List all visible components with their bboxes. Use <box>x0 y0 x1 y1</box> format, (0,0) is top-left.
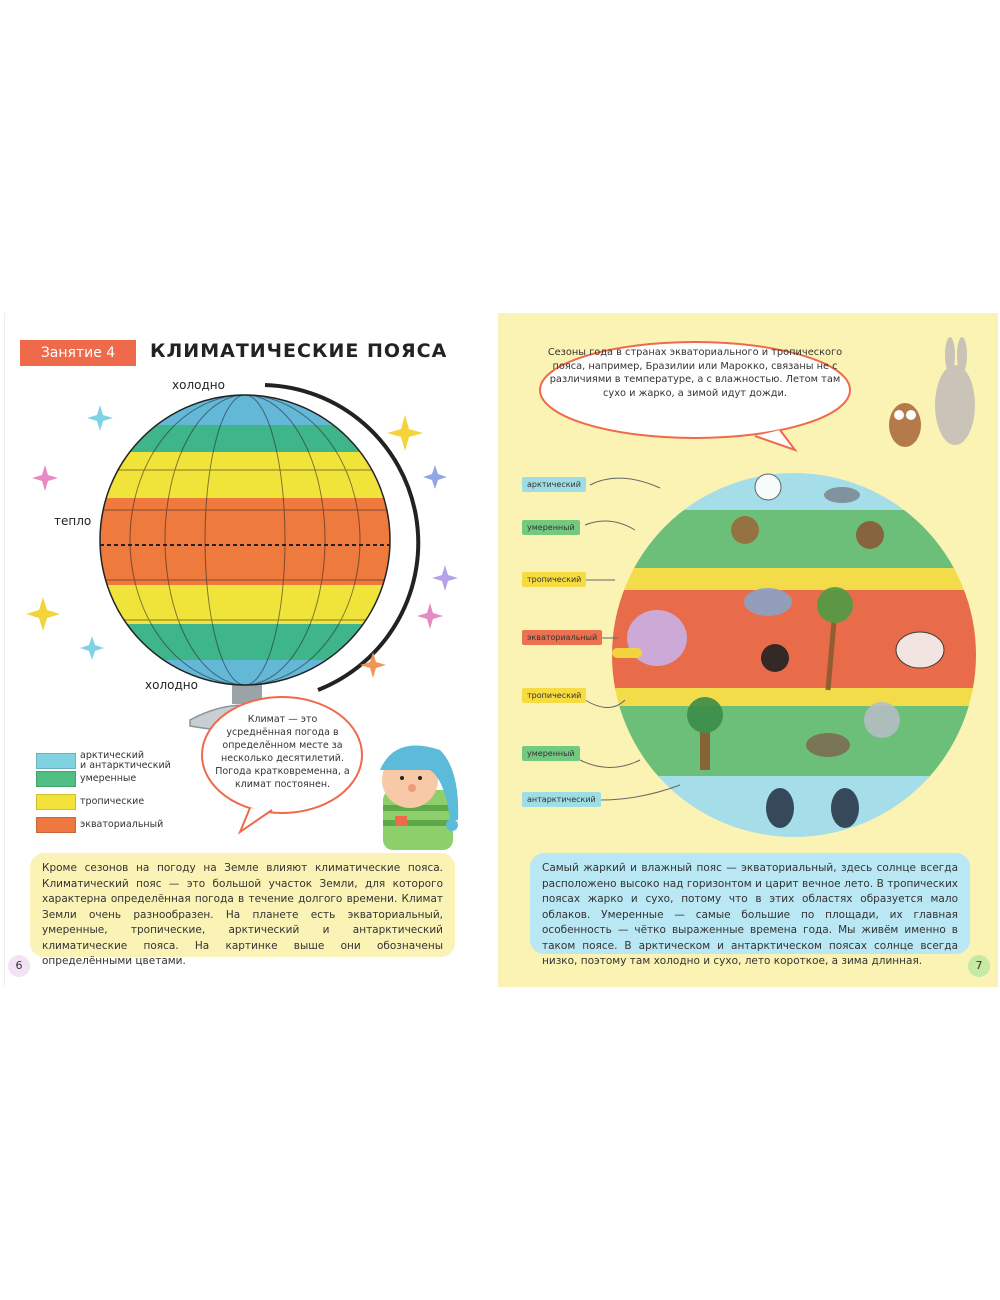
legend-label-temperate: умеренные <box>80 773 137 784</box>
zone-tag-temperate-south: умеренный <box>522 746 580 761</box>
zone-tag-arctic: арктический <box>522 477 586 492</box>
lesson-badge: Занятие 4 <box>20 340 136 366</box>
zone-tag-equatorial: экваториальный <box>522 630 602 645</box>
zone-tag-tropical-north: тропический <box>522 572 586 587</box>
globe-label-cold-bottom: холодно <box>145 678 198 692</box>
globe-label-warm: тепло <box>54 514 92 528</box>
zone-tag-tropical-south: тропический <box>522 688 586 703</box>
legend-item-arctic <box>36 752 171 770</box>
child-illustration <box>380 746 458 851</box>
legend-swatch-temperate <box>36 771 76 787</box>
legend-swatch-tropical <box>36 794 76 810</box>
legend-swatch-arctic <box>36 753 76 769</box>
page-title: КЛИМАТИЧЕСКИЕ ПОЯСА <box>150 340 448 362</box>
legend-label-tropical: тропические <box>80 796 145 807</box>
globe-bands <box>90 390 410 700</box>
legend-label-arctic-1: арктический <box>80 750 145 761</box>
legend-label-equatorial: экваториальный <box>80 819 164 830</box>
climate-bubble-text: Климат — это усреднённая погода в определённом месте за несколько десятилетий. Погода кратковременна, а климат постоянен. <box>215 714 350 790</box>
right-body-text: Самый жаркий и влажный пояс — экваториальный, здесь солнце всегда расположено высоко над горизонтом и царит вечное лето. В тропических поясах жарко и сухо, потому что в этих областях образуется мало облаков. Умеренные — самые большие по площади, их главная особенность — чётко выраженные времена года. Мы живём именно в таком поясе. В арктическом и антарктическом поясах солнце всегда низко, поэтому там холодно и сухо, лето короткое, а зима длинная. <box>530 853 970 954</box>
legend-item-equatorial <box>36 816 163 834</box>
zone-tag-antarctic: антарктический <box>522 792 601 807</box>
legend-label-arctic-2: и антарктический <box>80 760 171 771</box>
legend-item-tropical <box>36 793 144 811</box>
legend-swatch-equatorial <box>36 817 76 833</box>
page-number-right: 7 <box>968 955 990 977</box>
zone-tag-temperate-north: умеренный <box>522 520 580 535</box>
seasons-speech-text: Сезоны года в странах экваториального и тропического пояса, например, Бразилии или Марокко, связаны не с различиями в температуре, а с влажностью. Летом там сухо и жарко, а зимой идут дожди. <box>547 347 843 399</box>
page-number-left: 6 <box>8 955 30 977</box>
globe-label-cold-top: холодно <box>172 378 225 392</box>
legend-item-temperate <box>36 770 136 788</box>
owl-rabbit-illustration <box>889 337 975 447</box>
left-body-text: Кроме сезонов на погоду на Земле влияют климатические пояса. Климатический пояс — это большой участок Земли, для которого характерна определённая погода в течение долгого времени. Климат Земли очень разнообразен. На планете есть экваториальный, умеренные, тропические, арктический и антарктический климатические пояса. На картинке выше они обозначены определёнными цветами. <box>30 853 455 957</box>
